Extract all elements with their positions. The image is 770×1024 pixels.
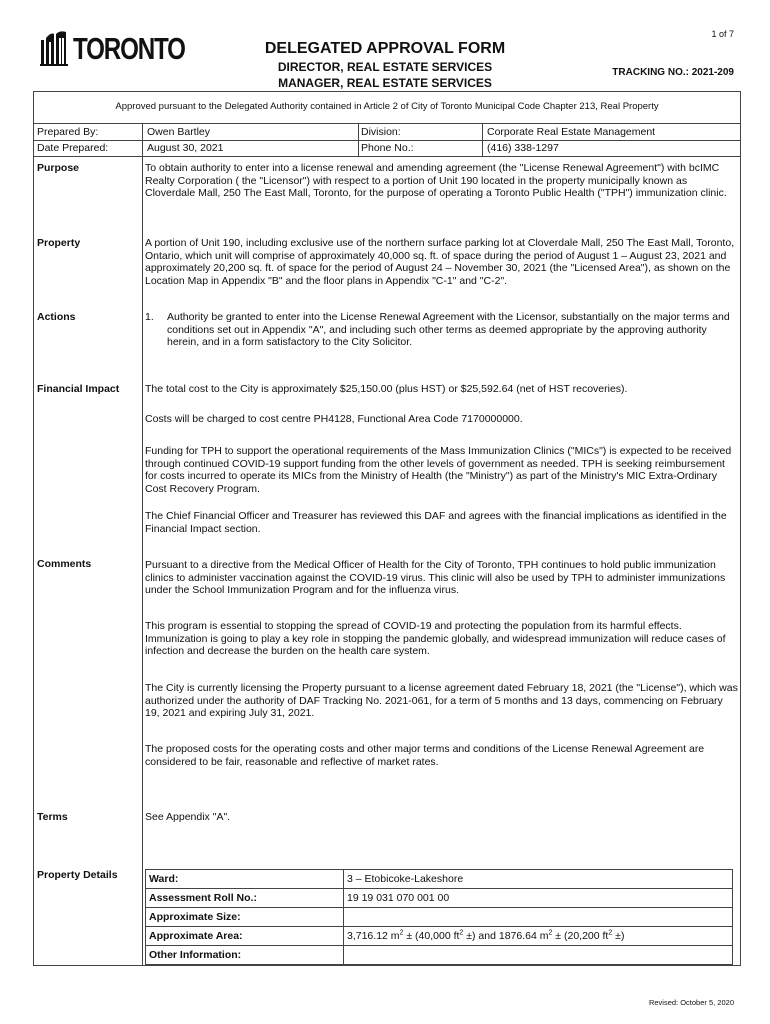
property-text: A portion of Unit 190, including exclusive use of the northern surface parking lot at Cloverdale Mall, 250 The East Mall, Toronto, Ontario, which unit will comprise of approximately 40,000 sq. ft. of space during the period of August 1 – August 23, 2021 and approximately 20,200 sq. ft. of space for the period of August 24 – November 30, 2021 (the "Licensed Area"), as shown on the Location Map in Appendix "B" and the floor plans in Appendix "C-1" and "C-2".: [145, 237, 735, 287]
property-details-label: Property Details: [37, 869, 118, 881]
superscript: 2: [459, 929, 464, 937]
financial-cost-centre: Costs will be charged to cost centre PH4128, Functional Area Code 7170000000.: [145, 413, 523, 425]
prepared-by-label: Prepared By:: [37, 126, 99, 138]
approximate-area-label: Approximate Area:: [146, 927, 344, 946]
comments-label: Comments: [37, 558, 92, 570]
date-prepared-value: August 30, 2021: [147, 142, 224, 154]
financial-cfo-review: The Chief Financial Officer and Treasurer has reviewed this DAF and agrees with the financial implications as identified in the Financial Impact section.: [145, 510, 727, 535]
comments-directive: Pursuant to a directive from the Medical Officer of Health for the City of Toronto, TPH continues to hold public immunization clinics to administer vaccination against the COVID-19 virus. This clinic will also be used by TPH to administer immunizations under the School Immunization Program and for the influenza virus.: [145, 559, 726, 597]
financial-funding: Funding for TPH to support the operational requirements of the Mass Immunization Clinics ("MICs") is expected to be received through continued COVID-19 support funding from the other levels of government as needed. TPH is seeking reimbursement for costs incurred to operate its MICs from the Ministry of Health (the "Ministry") as part of the Ministry's MIC Extra-Ordinary Cost Recovery Program.: [145, 445, 732, 495]
divider: [358, 123, 359, 156]
comments-program: This program is essential to stopping the spread of COVID-19 and protecting the population from its harmful effects. Immunization is going to play a key role in stopping the pandemic globally, and widespread immunization will reduce cases of infection and decrease the burden on the health care system.: [145, 620, 726, 658]
form-title: DELEGATED APPROVAL FORM: [264, 40, 506, 57]
divider: [142, 123, 143, 966]
area-part: 3,716.12 m: [347, 930, 400, 942]
phone-label: Phone No.:: [361, 142, 414, 154]
tracking-number: TRACKING NO.: 2021-209: [612, 67, 734, 78]
form-subtitle-manager: MANAGER, REAL ESTATE SERVICES: [278, 76, 492, 90]
purpose-text: To obtain authority to enter into a license renewal and amending agreement (the "License Renewal Agreement") with bcIMC Realty Corporation ( the "Licensor") with respect to a portion of Unit 190 located in the property municipally known as Cloverdale Mall, 250 The East Mall, Toronto, for the purpose of operating a Toronto Public Health ("TPH") immunization clinic.: [145, 162, 727, 200]
assessment-roll-label: Assessment Roll No.:: [146, 889, 344, 908]
area-part: ± (40,000 ft: [403, 930, 460, 942]
form-subtitle-director: DIRECTOR, REAL ESTATE SERVICES: [277, 60, 493, 74]
area-part: ±): [612, 930, 625, 942]
divider: [482, 123, 483, 156]
purpose-label: Purpose: [37, 162, 80, 174]
ward-label: Ward:: [146, 870, 344, 889]
revised-date: Revised: October 5, 2020: [648, 998, 734, 1007]
area-part: ±) and 1876.64 m: [463, 930, 549, 942]
financial-impact-label: Financial Impact: [37, 383, 120, 395]
area-part: ± (20,200 ft: [552, 930, 609, 942]
date-prepared-label: Date Prepared:: [37, 142, 109, 154]
division-value: Corporate Real Estate Management: [487, 126, 656, 138]
comments-costs: The proposed costs for the operating costs and other major terms and conditions of the License Renewal Agreement are considered to be fair, reasonable and reflective of market rates.: [145, 743, 705, 768]
terms-label: Terms: [37, 811, 68, 823]
action-number: 1.: [145, 311, 154, 323]
property-label: Property: [37, 237, 81, 249]
superscript: 2: [548, 929, 553, 937]
action-text: Authority be granted to enter into the License Renewal Agreement with the Licensor, substantially on the major terms and conditions set out in Appendix "A", and including such other terms as deemed appropriate by the approving authority herein, and in a form satisfactory to the City Solicitor.: [167, 311, 730, 349]
approximate-area-value: [344, 927, 733, 946]
approximate-size-label: Approximate Size:: [146, 908, 344, 927]
comments-license: The City is currently licensing the Property pursuant to a license agreement dated February 18, 2021 (the "License"), which was authorized under the authority of DAF Tracking No. 2021-061, for a term of 5 months and 13 days, commencing on February 19, 2021 and expiring July 31, 2021.: [145, 682, 738, 720]
division-label: Division:: [361, 126, 401, 138]
prepared-by-value: Owen Bartley: [147, 126, 211, 138]
phone-value: (416) 338-1297: [487, 142, 559, 154]
ward-value: 3 – Etobicoke-Lakeshore: [344, 870, 733, 889]
assessment-roll-value: 19 19 031 070 001 00: [344, 889, 733, 908]
divider: [34, 123, 740, 124]
table-row: [146, 908, 733, 927]
property-details-table: [145, 869, 733, 965]
table-row: [146, 946, 733, 965]
divider: [34, 156, 740, 157]
superscript: 2: [399, 929, 404, 937]
table-row: [146, 889, 733, 908]
terms-text: See Appendix "A".: [145, 811, 231, 823]
other-information-value: [344, 946, 733, 965]
page-number: 1 of 7: [711, 29, 734, 39]
financial-total-cost: The total cost to the City is approximately $25,150.00 (plus HST) or $25,592.64 (net of HST recoveries).: [145, 383, 628, 395]
approval-authority-note: Approved pursuant to the Delegated Authority contained in Article 2 of City of Toronto Municipal Code Chapter 213, Real Property: [115, 101, 659, 112]
logo-wordmark: TORONTO: [73, 31, 185, 66]
form-frame: [33, 91, 741, 966]
divider: [34, 140, 740, 141]
approximate-size-value: [344, 908, 733, 927]
other-information-label: Other Information:: [146, 946, 344, 965]
actions-label: Actions: [37, 311, 76, 323]
table-row: [146, 870, 733, 889]
superscript: 2: [608, 929, 613, 937]
table-row: [146, 927, 733, 946]
